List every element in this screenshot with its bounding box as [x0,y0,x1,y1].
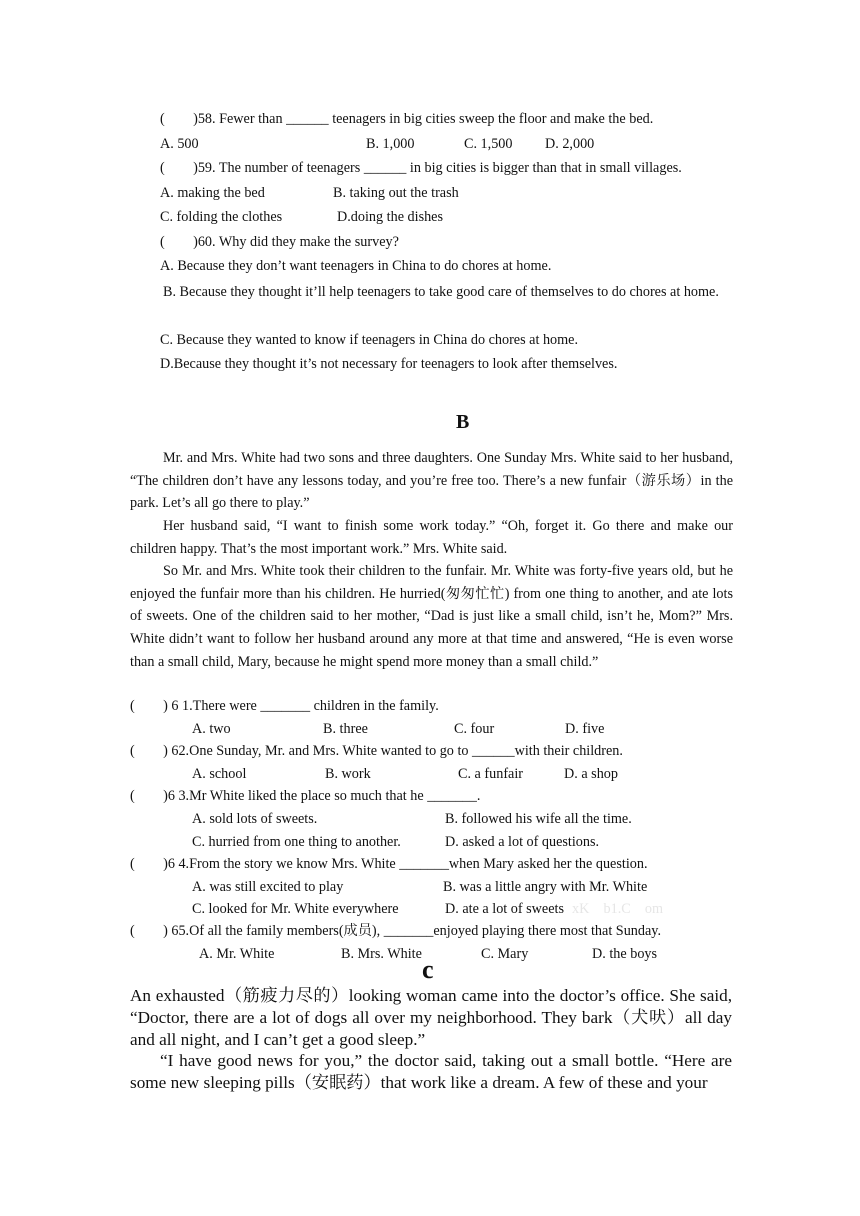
q63-option-b: B. followed his wife all the time. [445,811,632,827]
passage-c-paragraph-1: An exhausted（筋疲力尽的）looking woman came into the doctor’s office. She said, “Doctor, there are a lot of dogs all over my neighborhood. They bark（犬吠）all day and all night, and I can’t get a good sleep.” [130,986,732,1049]
q59-option-b: B. taking out the trash [333,185,459,201]
q64-option-c: C. looked for Mr. White everywhere [192,901,399,917]
question-64: ( )6 4.From the story we know Mrs. White _______when Mary asked her the question. [130,856,648,872]
q62-option-b: B. work [325,766,371,782]
q58-option-c: C. 1,500 [464,136,513,152]
q65-option-a: A. Mr. White [199,946,275,962]
q63-option-d: D. asked a lot of questions. [445,834,600,850]
section-b-title: B [456,411,470,433]
passage-c [130,985,732,1094]
q60-option-b: B. Because they thought it’ll help teenagers to take good care of themselves to do chores at home. [163,284,719,300]
question-65: ( ) 65.Of all the family members(成员), _______enjoyed playing there most that Sunday. [130,923,661,939]
q61-option-d: D. five [565,721,605,737]
watermark-text: xK b1.C om [572,901,664,917]
question-59: ( )59. The number of teenagers ______ in big cities is bigger than that in small villages. [160,160,682,176]
q59-option-c: C. folding the clothes [160,209,283,225]
question-63: ( )6 3.Mr White liked the place so much that he _______. [130,788,481,804]
q65-option-d: D. the boys [592,946,658,962]
question-61: ( ) 6 1.There were _______ children in the family. [130,698,439,714]
section-c-title: c [422,955,434,984]
q59-option-d: D.doing the dishes [337,209,444,225]
q64-option-d: D. ate a lot of sweets [445,901,564,917]
q60-option-c: C. Because they wanted to know if teenagers in China do chores at home. [160,332,579,348]
passage-b-paragraph-3: So Mr. and Mrs. White took their children to the funfair. Mr. White was forty-five years old, but he enjoyed the funfair more than his children. He hurried(匆匆忙忙) from one thing to another, and ate lots of sweets. One of the children said to her mother, “Dad is just like a small child, isn’t he, Mom?” Mrs. White didn’t want to follow her husband around any more at that time and answered, “He is even worse than a small child, Mary, because he might spend more money than a small child.” [130,563,733,670]
question-62: ( ) 62.One Sunday, Mr. and Mrs. White wanted to go to ______with their children. [130,743,623,759]
q64-option-b: B. was a little angry with Mr. White [443,879,648,895]
question-58: ( )58. Fewer than ______ teenagers in big cities sweep the floor and make the bed. [160,111,654,127]
q61-option-b: B. three [323,721,368,737]
q62-option-c: C. a funfair [458,766,524,782]
q65-option-b: B. Mrs. White [341,946,422,962]
q58-option-b: B. 1,000 [366,136,415,152]
q64-option-a: A. was still excited to play [192,879,344,895]
q62-option-d: D. a shop [564,766,618,782]
q65-option-c: C. Mary [481,946,529,962]
q58-option-d: D. 2,000 [545,136,595,152]
q61-option-c: C. four [454,721,495,737]
q61-option-a: A. two [192,721,231,737]
q59-option-a: A. making the bed [160,185,265,201]
question-60: ( )60. Why did they make the survey? [160,234,399,250]
q60-option-a: A. Because they don’t want teenagers in China to do chores at home. [160,258,552,274]
q63-option-c: C. hurried from one thing to another. [192,834,401,850]
passage-b-paragraph-1: Mr. and Mrs. White had two sons and three daughters. One Sunday Mrs. White said to her husband, “The children don’t have any lessons today, and you’re free too. There’s a new funfair（游乐场）in the park. Let’s all go there to play.” [130,450,733,512]
q63-option-a: A. sold lots of sweets. [192,811,318,827]
passage-b-paragraph-2: Her husband said, “I want to finish some work today.” “Oh, forget it. Go there and make our children happy. That’s the most important work.” Mrs. White said. [130,518,733,557]
passage-c-paragraph-2: “I have good news for you,” the doctor said, taking out a small bottle. “Here are some new sleeping pills（安眠药）that work like a dream. A few of these and your [130,1051,732,1093]
q60-option-d: D.Because they thought it’s not necessary for teenagers to look after themselves. [160,356,618,372]
q58-option-a: A. 500 [160,136,199,152]
q62-option-a: A. school [192,766,247,782]
